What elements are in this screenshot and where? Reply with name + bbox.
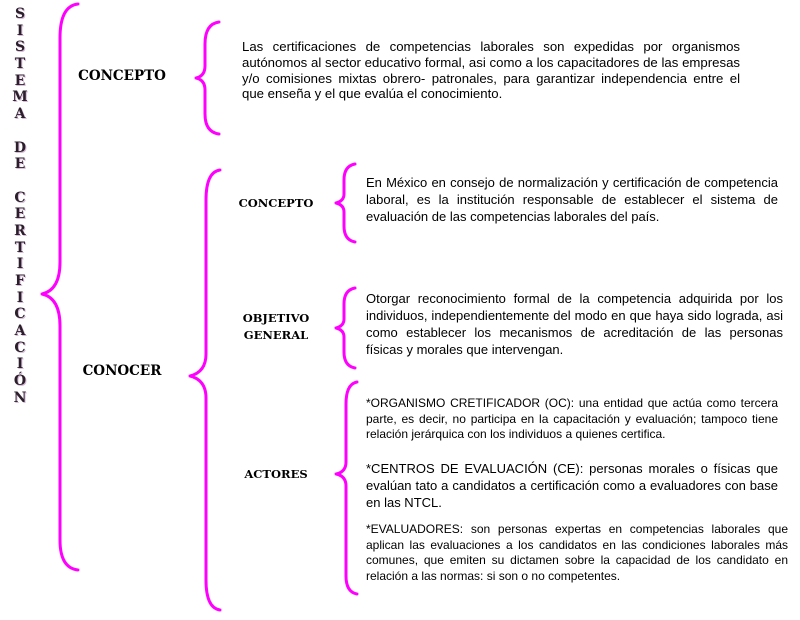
title-letter: M <box>12 89 28 106</box>
title-letter: Ó <box>13 373 27 390</box>
objetivo-brace <box>336 288 355 368</box>
actores-label: ACTORES <box>244 467 308 481</box>
conocer-brace <box>190 170 220 610</box>
title-letter: I <box>16 289 24 306</box>
conocer-label: CONOCER <box>82 363 162 379</box>
objetivo-label-line1: OBJETIVO <box>242 311 310 325</box>
actor-item: *ORGANISMO CRETIFICADOR (OC): una entidad que actúa como tercera parte, es decir, no participa en la capacitación y evaluación; tampoco tiene relación jerárquica con los individuos a quienes certifica. <box>366 396 778 441</box>
actor-item: *EVALUADORES: son personas expertas en competencias laborales que aplican las evaluaciones a los candidatos en las condiciones laborales más comunes, que emiten su dictamen sobre la capacidad de los candidato en relación a las normas: si son o no competentes. <box>366 522 788 583</box>
title-letter: F <box>15 273 25 289</box>
concepto-label: CONCEPTO <box>78 68 166 84</box>
sub-concepto-brace <box>336 164 355 242</box>
title-letter: E <box>14 206 26 223</box>
title-letter: I <box>16 22 24 39</box>
actores-brace <box>336 382 357 594</box>
title-letter: N <box>13 389 27 406</box>
title-letter: D <box>13 139 27 156</box>
title-letter: E <box>14 72 26 89</box>
title-letter: T <box>14 56 26 73</box>
title-letter: C <box>14 189 26 206</box>
title-letter: I <box>16 356 24 373</box>
title-letter: E <box>14 156 26 173</box>
actor-item: *CENTROS DE EVALUACIÓN (CE): personas morales o físicas que evalúan tato a candidatos a certificación como a evaluadores con base en las NTCL. <box>366 461 778 510</box>
concepto-brace <box>196 22 219 134</box>
title-letter: C <box>14 339 26 356</box>
title-letter: R <box>14 222 26 239</box>
title-letter: T <box>14 239 26 256</box>
conocer-concepto-description: En México en consejo de normalización y certificación de competencia laboral, es la institución responsable de establecer el sistema de evaluación de las competencias laborales del país. <box>366 175 778 224</box>
main-brace <box>42 4 78 570</box>
title-letter: A <box>14 323 26 340</box>
title-letter: S <box>14 6 26 22</box>
concepto-description: Las certificaciones de competencias laborales son expedidas por organismos autónomos al sector educativo formal, asi como a los capacitadores de las empresas y/o comisiones mixtas obrero- patronales, para garantizar independencia entre el que enseña y el que evalúa el conocimiento. <box>242 39 740 102</box>
title-letter: A <box>14 106 26 123</box>
title-letter: C <box>14 306 26 323</box>
conocer-concepto-label: CONCEPTO <box>238 196 314 210</box>
title-letter: S <box>14 39 26 56</box>
title-letter: I <box>16 256 24 273</box>
objetivo-description: Otorgar reconocimiento formal de la competencia adquirida por los individuos, independientemente del modo en que haya sido lograda, asi como establecer los mecanismos de acreditación de las personas físicas y morales que intervengan. <box>366 291 783 357</box>
objetivo-label-line2: GENERAL <box>243 328 309 342</box>
